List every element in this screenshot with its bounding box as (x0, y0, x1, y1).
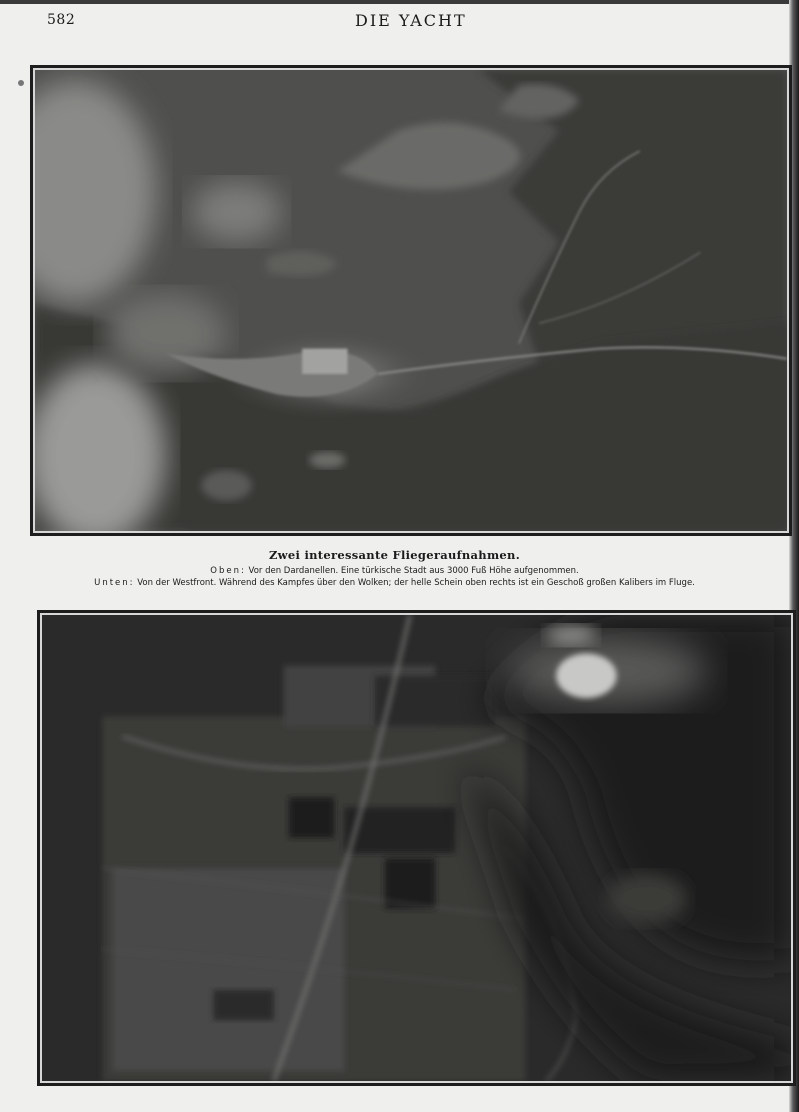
bottom-aerial-photo-image (42, 615, 791, 1081)
running-title: DIE YACHT (355, 11, 467, 30)
paper-speck (18, 80, 24, 86)
caption-title: Zwei interessante Fliegeraufnahmen. (268, 548, 521, 562)
bottom-photo-frame (37, 610, 796, 1086)
page-number: 582 (47, 12, 76, 28)
caption-line-bottom-text: Von der Westfront. Während des Kampfes über den Wolken; der helle Schein oben rechts ist ein Geschoß großen Kalibers im Fluge. (134, 578, 695, 588)
top-aerial-photo (33, 68, 789, 533)
caption-line-top-lead: Oben: (210, 566, 246, 576)
top-aerial-photo-image (35, 70, 787, 531)
caption-line-top (0, 566, 789, 576)
page-top-edge (0, 0, 799, 4)
caption-line-bottom (0, 578, 789, 588)
caption-line-top-text: Vor den Dardanellen. Eine türkische Stadt aus 3000 Fuß Höhe aufgenommen. (245, 566, 579, 576)
top-photo-frame (30, 65, 792, 536)
caption-line-bottom-lead: Unten: (94, 578, 135, 588)
bottom-aerial-photo (40, 613, 793, 1083)
